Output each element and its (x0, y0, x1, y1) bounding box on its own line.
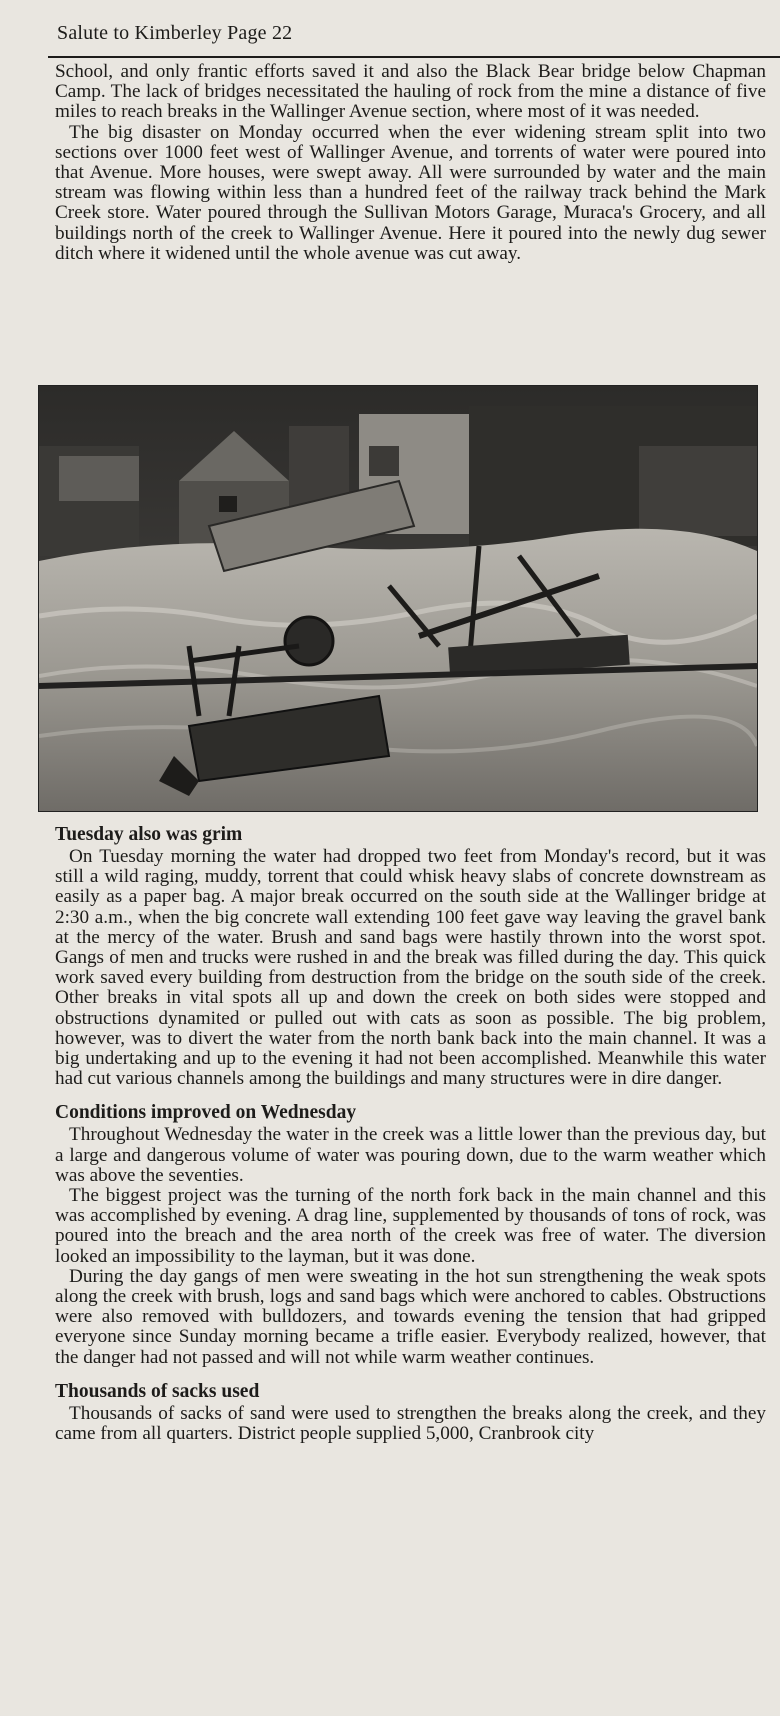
sacks-paragraph-1: Thousands of sacks of sand were used to strengthen the breaks along the creek, and they came from all quarters. District people supplied 5,000, Cranbrook city (55, 1402, 766, 1445)
wednesday-paragraph-3: During the day gangs of men were sweating in the hot sun strengthening the weak spots along the creek with brush, logs and sand bags which were anchored to cables. Obstructions were also removed with bulldozers, and towards evening the tension that had gripped everyone since Sunday morning became a trifle easier. Everybody realized, however, that the danger had not passed and will not while warm weather continues. (55, 1265, 766, 1368)
intro-text (55, 62, 766, 264)
flood-photo-illustration (39, 386, 757, 811)
intro-paragraph-2: The big disaster on Monday occurred when the ever widening stream split into two sections over 1000 feet west of Wallinger Avenue, and torrents of water were poured into that Avenue. More houses, were swept away. All were surrounded by water and the main stream was flowing within less than a hundred feet of the railway track behind the Mark Creek store. Water poured through the Sullivan Motors Garage, Muraca's Grocery, and all buildings north of the creek to Wallinger Avenue. Here it poured into the newly dug sewer ditch where it widened until the whole avenue was cut away. (55, 121, 766, 264)
subhead-tuesday: Tuesday also was grim (55, 824, 243, 845)
subhead-wednesday: Conditions improved on Wednesday (55, 1102, 357, 1124)
body-text (55, 824, 766, 1444)
intro-paragraph-1: School, and only frantic efforts saved it and also the Black Bear bridge below Chapman Camp. The lack of bridges necessitated the hauling of rock from the mine a distance of five miles to reach breaks in the Wallinger Avenue section, where most of it was needed. (55, 61, 766, 123)
running-head: Salute to Kimberley Page 22 (57, 22, 293, 44)
flood-photograph (38, 385, 758, 812)
tuesday-paragraph-1: On Tuesday morning the water had dropped two feet from Monday's record, but it was still a wild raging, muddy, torrent that could whisk heavy slabs of concrete downstream as easily as a paper bag. A major break occurred on the south side at the Wallinger bridge at 2:30 a.m., when the big concrete wall extending 100 feet gave way leaving the gravel bank at the mercy of the water. Brush and sand bags were hastily thrown into the worst spot. Gangs of men and trucks were rushed in and the break was filled during the day. This quick work saved every building from destruction from the bridge on the south side of the creek. Other breaks in vital spots all up and down the creek on both sides were stopped and obstructions dynamited or pulled out with cats as soon as possible. The big problem, however, was to divert the water from the north bank back into the main channel. It was a big undertaking and up to the evening it had not been accomplished. Meanwhile this water had cut various channels among the buildings and many structures were in dire danger. (55, 846, 766, 1090)
header-rule (48, 56, 780, 58)
subhead-sacks: Thousands of sacks used (55, 1380, 260, 1402)
wednesday-paragraph-1: Throughout Wednesday the water in the creek was a little lower than the previous day, but a large and dangerous volume of water was pouring down, due to the warm weather which was above the seventies. (55, 1124, 766, 1186)
wednesday-paragraph-2: The biggest project was the turning of the north fork back in the main channel and this was accomplished by evening. A drag line, supplemented by thousands of tons of rock, was poured into the breach and the area north of the creek was free of water. The diversion looked an impossibility to the layman, but it was done. (55, 1185, 766, 1267)
